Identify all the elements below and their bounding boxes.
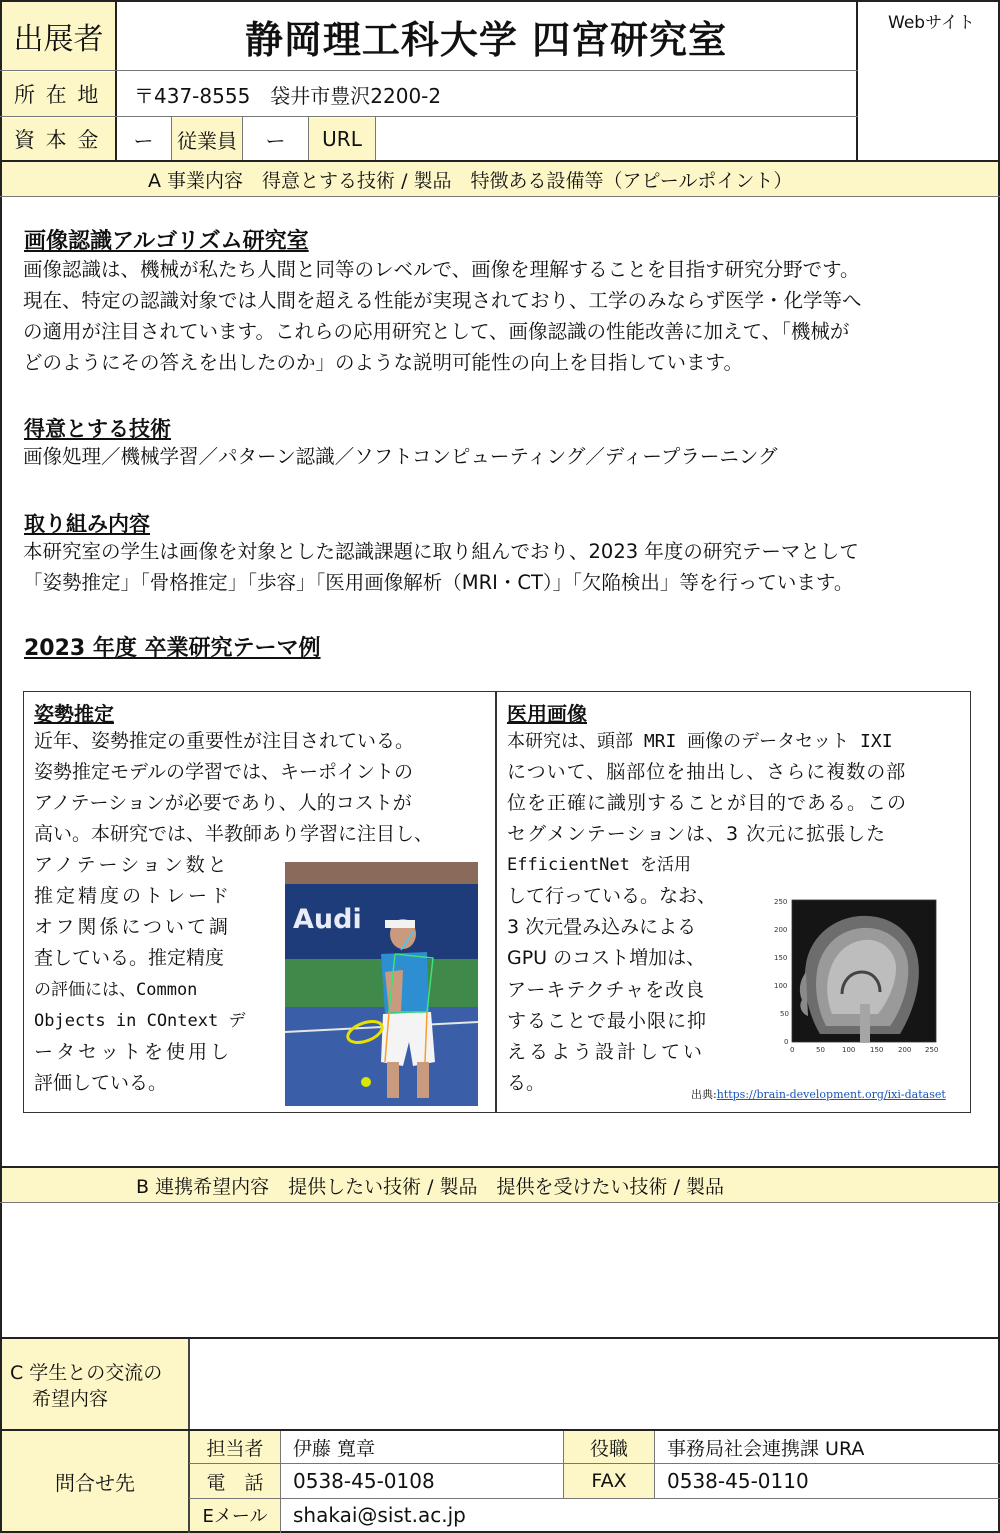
grid-line (189, 1498, 1000, 1499)
exhibitor-name-cell (116, 2, 856, 70)
lab-heading: 画像認識アルゴリズム研究室 (24, 229, 309, 254)
mri-ytick: 50 (780, 1010, 789, 1018)
section-c-title-line2: 希望内容 (32, 1388, 109, 1410)
grid-line (280, 1431, 281, 1533)
role-label: 役職 (589, 1437, 628, 1460)
photo-banner-text: Audi (293, 904, 362, 935)
grid-line (375, 117, 376, 161)
medical-line: して行っている。なお、 (507, 885, 717, 907)
mri-brain-figure (772, 894, 944, 1060)
capital-value: ー (133, 128, 154, 153)
medical-line: る。 (507, 1072, 546, 1094)
url-label: URL (322, 127, 362, 151)
exhibitor-label-cell (2, 2, 115, 70)
grid-line (856, 0, 858, 162)
lab-line: 画像認識は、機械が私たち人間と同等のレベルで、画像を理解することを目指す研究分野です。 (23, 258, 860, 281)
medical-line: 3 次元畳み込みによる (507, 916, 697, 938)
pose-line: の評価には、Common (34, 980, 198, 1000)
grid-line (654, 1431, 655, 1499)
pose-line: 近年、姿勢推定の重要性が注目されている。 (34, 730, 415, 752)
section-a-bar (2, 162, 998, 196)
section-a-title: A 事業内容 得意とする技術 / 製品 特徴ある設備等（アピールポイント） (148, 169, 793, 192)
pose-line: アノテーション数と (34, 854, 230, 876)
efforts-line: 「姿勢推定」「骨格推定」「歩容」「医用画像解析（MRI・CT）」「欠陥検出」等を行っています。 (23, 571, 854, 594)
source-link[interactable]: https://brain-development.org/ixi-dataset (716, 1088, 946, 1101)
person-value-cell (281, 1431, 563, 1463)
grid-line (0, 116, 858, 117)
section-b-title: B 連携希望内容 提供したい技術 / 製品 提供を受けたい技術 / 製品 (136, 1175, 725, 1198)
pose-line: 姿勢推定モデルの学習では、キーポイントの (34, 761, 414, 783)
pose-line: 査している。推定精度 (34, 947, 225, 969)
medical-line: えるよう設計してい (507, 1041, 706, 1063)
address-value-cell (116, 72, 856, 116)
pose-line: Objects in COntext デ (34, 1011, 246, 1031)
person-value: 伊藤 寛章 (293, 1437, 376, 1460)
exhibitor-name: 静岡理工科大学 四宮研究室 (244, 17, 728, 62)
pose-line: オフ関係について調 (34, 916, 232, 938)
skills-heading: 得意とする技術 (24, 417, 171, 441)
capital-label-cell (2, 118, 115, 160)
role-value: 事務局社会連携課 URA (667, 1437, 865, 1460)
pose-line: ータセットを使用し (34, 1041, 233, 1063)
website-label[interactable]: Webサイト (888, 13, 975, 33)
mri-xtick: 200 (898, 1046, 912, 1054)
mri-xtick: 100 (842, 1046, 856, 1054)
tennis-pose-photo (285, 862, 478, 1106)
mri-xtick: 150 (870, 1046, 884, 1054)
address-value: 〒437-8555 袋井市豊沢2200-2 (134, 83, 442, 108)
address-label-cell (2, 72, 115, 116)
pose-line: 推定精度のトレード (34, 885, 233, 907)
contact-label: 問合せ先 (55, 1470, 135, 1495)
capital-value-cell (116, 118, 171, 160)
mri-xtick: 50 (816, 1046, 825, 1054)
medical-line: 本研究は、頭部 MRI 画像のデータセット IXI (507, 731, 893, 752)
medical-line: することで最小限に抑 (507, 1010, 708, 1032)
pose-line: 高い。本研究では、半教師あり学習に注目し、 (34, 823, 434, 845)
mri-ytick: 0 (784, 1038, 789, 1046)
themes-divider (495, 692, 497, 1112)
employees-label: 従業員 (177, 128, 237, 153)
skills-line: 画像処理／機械学習／パターン認識／ソフトコンピューティング／ディープラーニング (23, 445, 778, 468)
role-label-cell (564, 1431, 654, 1463)
efforts-heading: 取り組み内容 (24, 512, 150, 536)
medical-line: セグメンテーションは、3 次元に拡張した (507, 823, 887, 845)
lab-line: どのようにその答えを出したのか」のような説明可能性の向上を目指しています。 (23, 351, 743, 374)
url-label-cell (309, 118, 375, 160)
phone-label-cell (190, 1464, 280, 1498)
employees-value: ー (265, 128, 286, 153)
capital-label: 資 本 金 (14, 128, 101, 152)
fax-value: 0538-45-0110 (667, 1469, 809, 1493)
phone-value-cell (281, 1464, 563, 1498)
grid-line (115, 0, 117, 162)
medical-heading: 医用画像 (507, 702, 587, 726)
grid-line (308, 117, 309, 161)
medical-line: EfficientNet を活用 (507, 855, 692, 875)
pose-line: アノテーションが必要であり、人的コストが (34, 792, 412, 814)
exhibitor-label: 出展者 (13, 22, 104, 57)
grid-line (242, 117, 243, 161)
employees-value-cell (243, 118, 308, 160)
lab-line: の適用が注目されています。これらの応用研究として、画像認識の性能改善に加えて、「機械が (23, 320, 850, 343)
medical-line: GPU のコスト増加は、 (507, 947, 706, 969)
url-value-cell[interactable] (376, 118, 856, 160)
section-b-content[interactable] (2, 1203, 998, 1337)
fax-label-cell (564, 1464, 654, 1498)
pose-line: 評価している。 (34, 1072, 168, 1094)
mri-ytick: 100 (774, 982, 788, 990)
fax-value-cell (655, 1464, 998, 1498)
grid-line (0, 70, 858, 71)
email-label: Eメール (202, 1506, 268, 1527)
employees-label-cell (172, 118, 242, 160)
phone-value[interactable]: 0538-45-0108 (293, 1469, 435, 1493)
role-value-cell (655, 1431, 998, 1463)
person-label: 担当者 (206, 1437, 264, 1460)
medical-line: 位を正確に識別することが目的である。この (507, 792, 908, 814)
medical-line: について、脳部位を抽出し、さらに複数の部 (507, 761, 907, 783)
mri-ytick: 250 (774, 898, 788, 906)
mri-ytick: 200 (774, 926, 788, 934)
mri-xtick: 0 (790, 1046, 795, 1054)
email-value[interactable]: shakai@sist.ac.jp (293, 1503, 466, 1527)
person-label-cell (190, 1431, 280, 1463)
email-label-cell (190, 1499, 280, 1531)
address-label: 所 在 地 (14, 83, 101, 107)
lab-line: 現在、特定の認識対象では人間を超える性能が実現されており、工学のみならず医学・化学等へ (23, 289, 862, 312)
email-value-cell (281, 1499, 998, 1531)
section-c-content[interactable] (190, 1339, 998, 1429)
medical-line: アーキテクチャを改良 (507, 979, 706, 1001)
grid-line (189, 1463, 1000, 1464)
pose-heading: 姿勢推定 (34, 702, 114, 726)
fax-label: FAX (591, 1470, 627, 1492)
mri-xtick: 250 (925, 1046, 939, 1054)
phone-label: 電 話 (206, 1471, 264, 1494)
grid-line (0, 196, 1000, 197)
efforts-line: 本研究室の学生は画像を対象とした認識課題に取り組んでおり、2023 年度の研究テーマとして (23, 540, 859, 563)
grid-line (563, 1431, 564, 1499)
source-citation (691, 1086, 946, 1102)
contact-label-cell (2, 1431, 188, 1531)
source-prefix: 出典: (691, 1088, 717, 1101)
grid-line (171, 117, 172, 161)
themes-heading: 2023 年度 卒業研究テーマ例 (24, 636, 321, 661)
mri-ytick: 150 (774, 954, 788, 962)
section-b-bar (2, 1168, 998, 1202)
section-c-title-line1: C 学生との交流の (10, 1362, 163, 1384)
